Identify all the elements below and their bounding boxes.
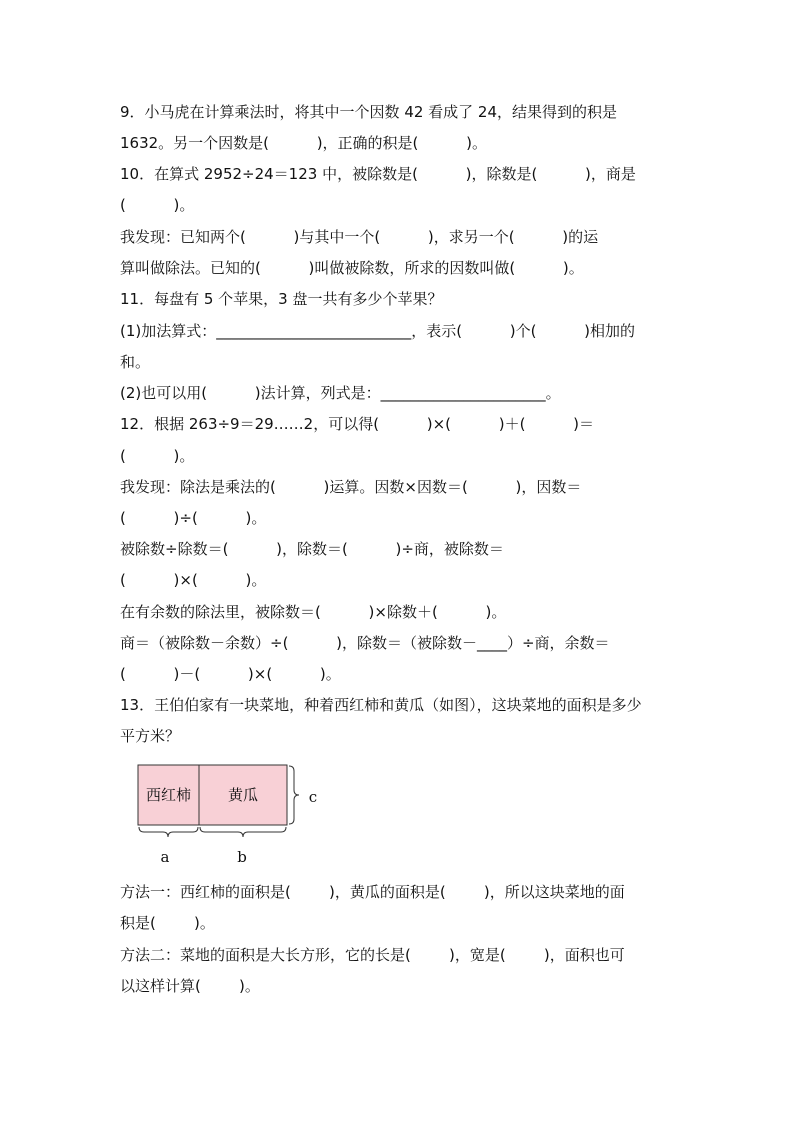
label-a: a <box>160 848 170 866</box>
q12-quotient-line-1: 商＝（被除数－余数）÷( )，除数＝（被除数－____）÷商，余数＝ <box>120 634 610 652</box>
garden-diagram <box>118 760 338 868</box>
q13-method1-line-2: 积是( )。 <box>120 914 215 932</box>
brace-b <box>200 827 286 837</box>
label-b: b <box>237 848 247 866</box>
q11-part1-line-1: (1)加法算式：__________________________，表示( )个( )相加的 <box>120 322 636 340</box>
q13-method2-line-2: 以这样计算( )。 <box>120 977 260 995</box>
q10-line-2: ( )。 <box>120 196 195 214</box>
q12-line-2: ( )。 <box>120 447 195 465</box>
q12-discovery-line-2: ( )÷( )。 <box>120 509 267 527</box>
brace-a <box>139 827 198 837</box>
q9-line-1: 9．小马虎在计算乘法时，将其中一个因数 42 看成了 24，结果得到的积是 <box>120 103 618 121</box>
q11-part1-line-2: 和。 <box>120 353 151 371</box>
q10-discovery-line-1: 我发现：已知两个( )与其中一个( )，求另一个( )的运 <box>120 228 599 246</box>
q13-method2-line-1: 方法二：菜地的面积是大长方形，它的长是( )，宽是( )，面积也可 <box>120 946 625 964</box>
brace-c <box>289 766 299 824</box>
q10-line-1: 10．在算式 2952÷24＝123 中，被除数是( )，除数是( )，商是 <box>120 165 636 183</box>
q12-discovery-line-4: ( )×( )。 <box>120 571 267 589</box>
q12-line-1: 12．根据 263÷9＝29……2，可以得( )×( )＋( )＝ <box>120 415 594 433</box>
q12-discovery-line-3: 被除数÷除数＝( )，除数＝( )÷商，被除数＝ <box>120 540 504 558</box>
q9-line-2: 1632。另一个因数是( )，正确的积是( )。 <box>120 134 487 152</box>
tomato-label: 西红柿 <box>145 786 192 804</box>
q11-line-1: 11．每盘有 5 个苹果，3 盘一共有多少个苹果？ <box>120 290 443 308</box>
q12-quotient-line-2: ( )－( )×( )。 <box>120 665 341 683</box>
q13-method1-line-1: 方法一：西红柿的面积是( )，黄瓜的面积是( )，所以这块菜地的面 <box>120 883 625 901</box>
label-c: c <box>308 788 318 806</box>
cucumber-label: 黄瓜 <box>227 786 259 804</box>
q12-discovery-line-1: 我发现：除法是乘法的( )运算。因数×因数＝( )，因数＝ <box>120 478 582 496</box>
q10-discovery-line-2: 算叫做除法。已知的( )叫做被除数，所求的因数叫做( )。 <box>120 259 584 277</box>
q11-part2-line: (2)也可以用( )法计算，列式是：______________________。 <box>120 384 561 402</box>
q12-remainder-line: 在有余数的除法里，被除数＝( )×除数＋( )。 <box>120 603 507 621</box>
q13-line-2: 平方米？ <box>120 727 181 745</box>
q13-line-1: 13．王伯伯家有一块菜地，种着西红柿和黄瓜（如图），这块菜地的面积是多少 <box>120 696 642 714</box>
